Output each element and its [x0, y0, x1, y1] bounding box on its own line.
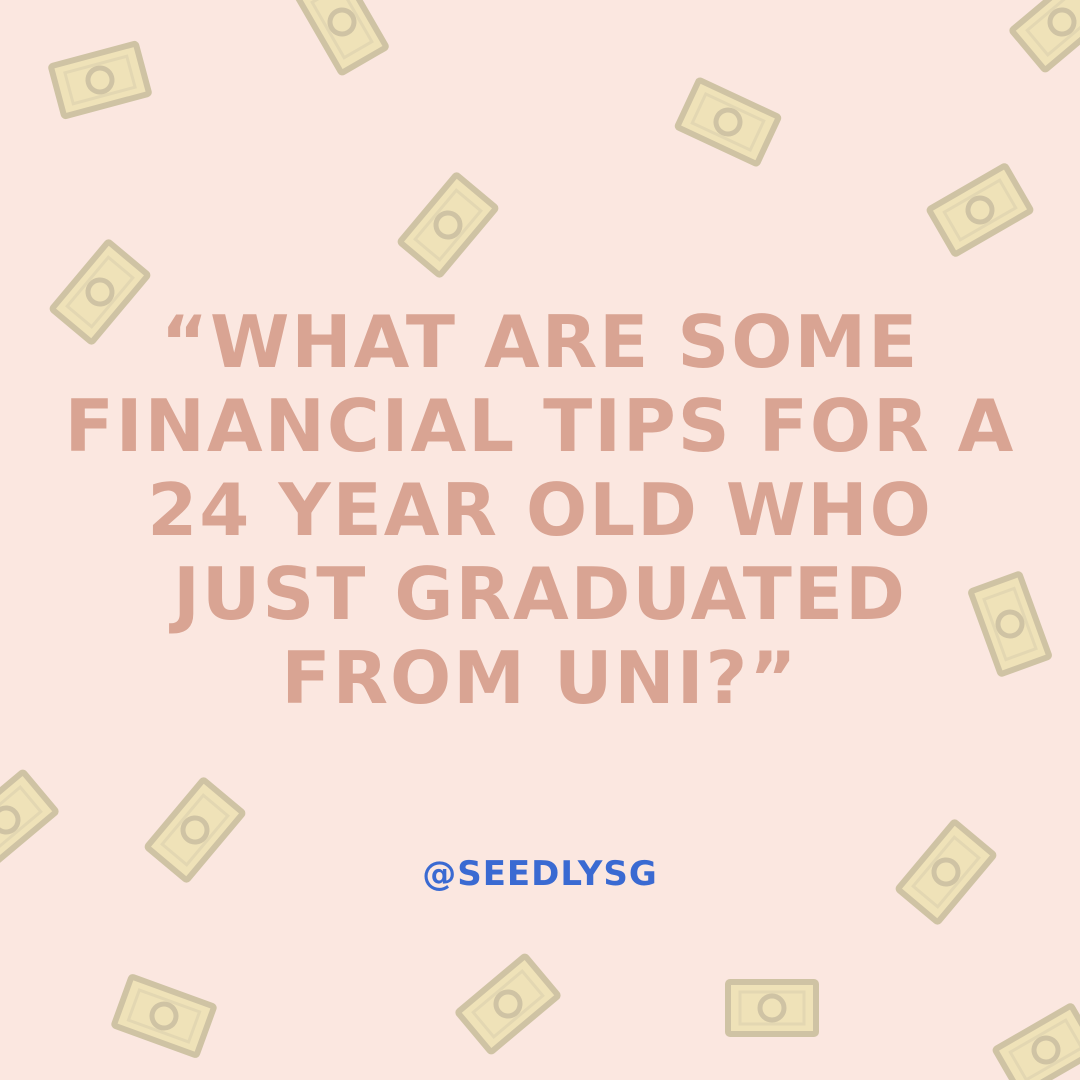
social-handle: @SEEDLYSG — [422, 854, 658, 894]
money-bill-icon — [728, 982, 816, 1034]
quote-line: FINANCIAL TIPS FOR A — [64, 384, 1016, 468]
money-bill-icon — [677, 80, 779, 164]
quote-line: JUST GRADUATED — [173, 552, 907, 636]
quote-text — [0, 300, 1080, 720]
money-bill-icon — [400, 175, 496, 276]
money-bill-icon — [929, 165, 1031, 254]
money-bill-icon — [114, 977, 214, 1056]
money-bill-icon — [995, 1005, 1080, 1080]
money-bill-icon — [458, 956, 559, 1052]
quote-line: FROM UNI?” — [281, 636, 799, 720]
quote-line: “WHAT ARE SOME — [160, 300, 920, 384]
money-bill-icon — [51, 43, 149, 116]
money-bill-icon — [297, 0, 386, 73]
quote-line: 24 YEAR OLD WHO — [147, 468, 933, 552]
money-bill-icon — [1012, 0, 1080, 70]
